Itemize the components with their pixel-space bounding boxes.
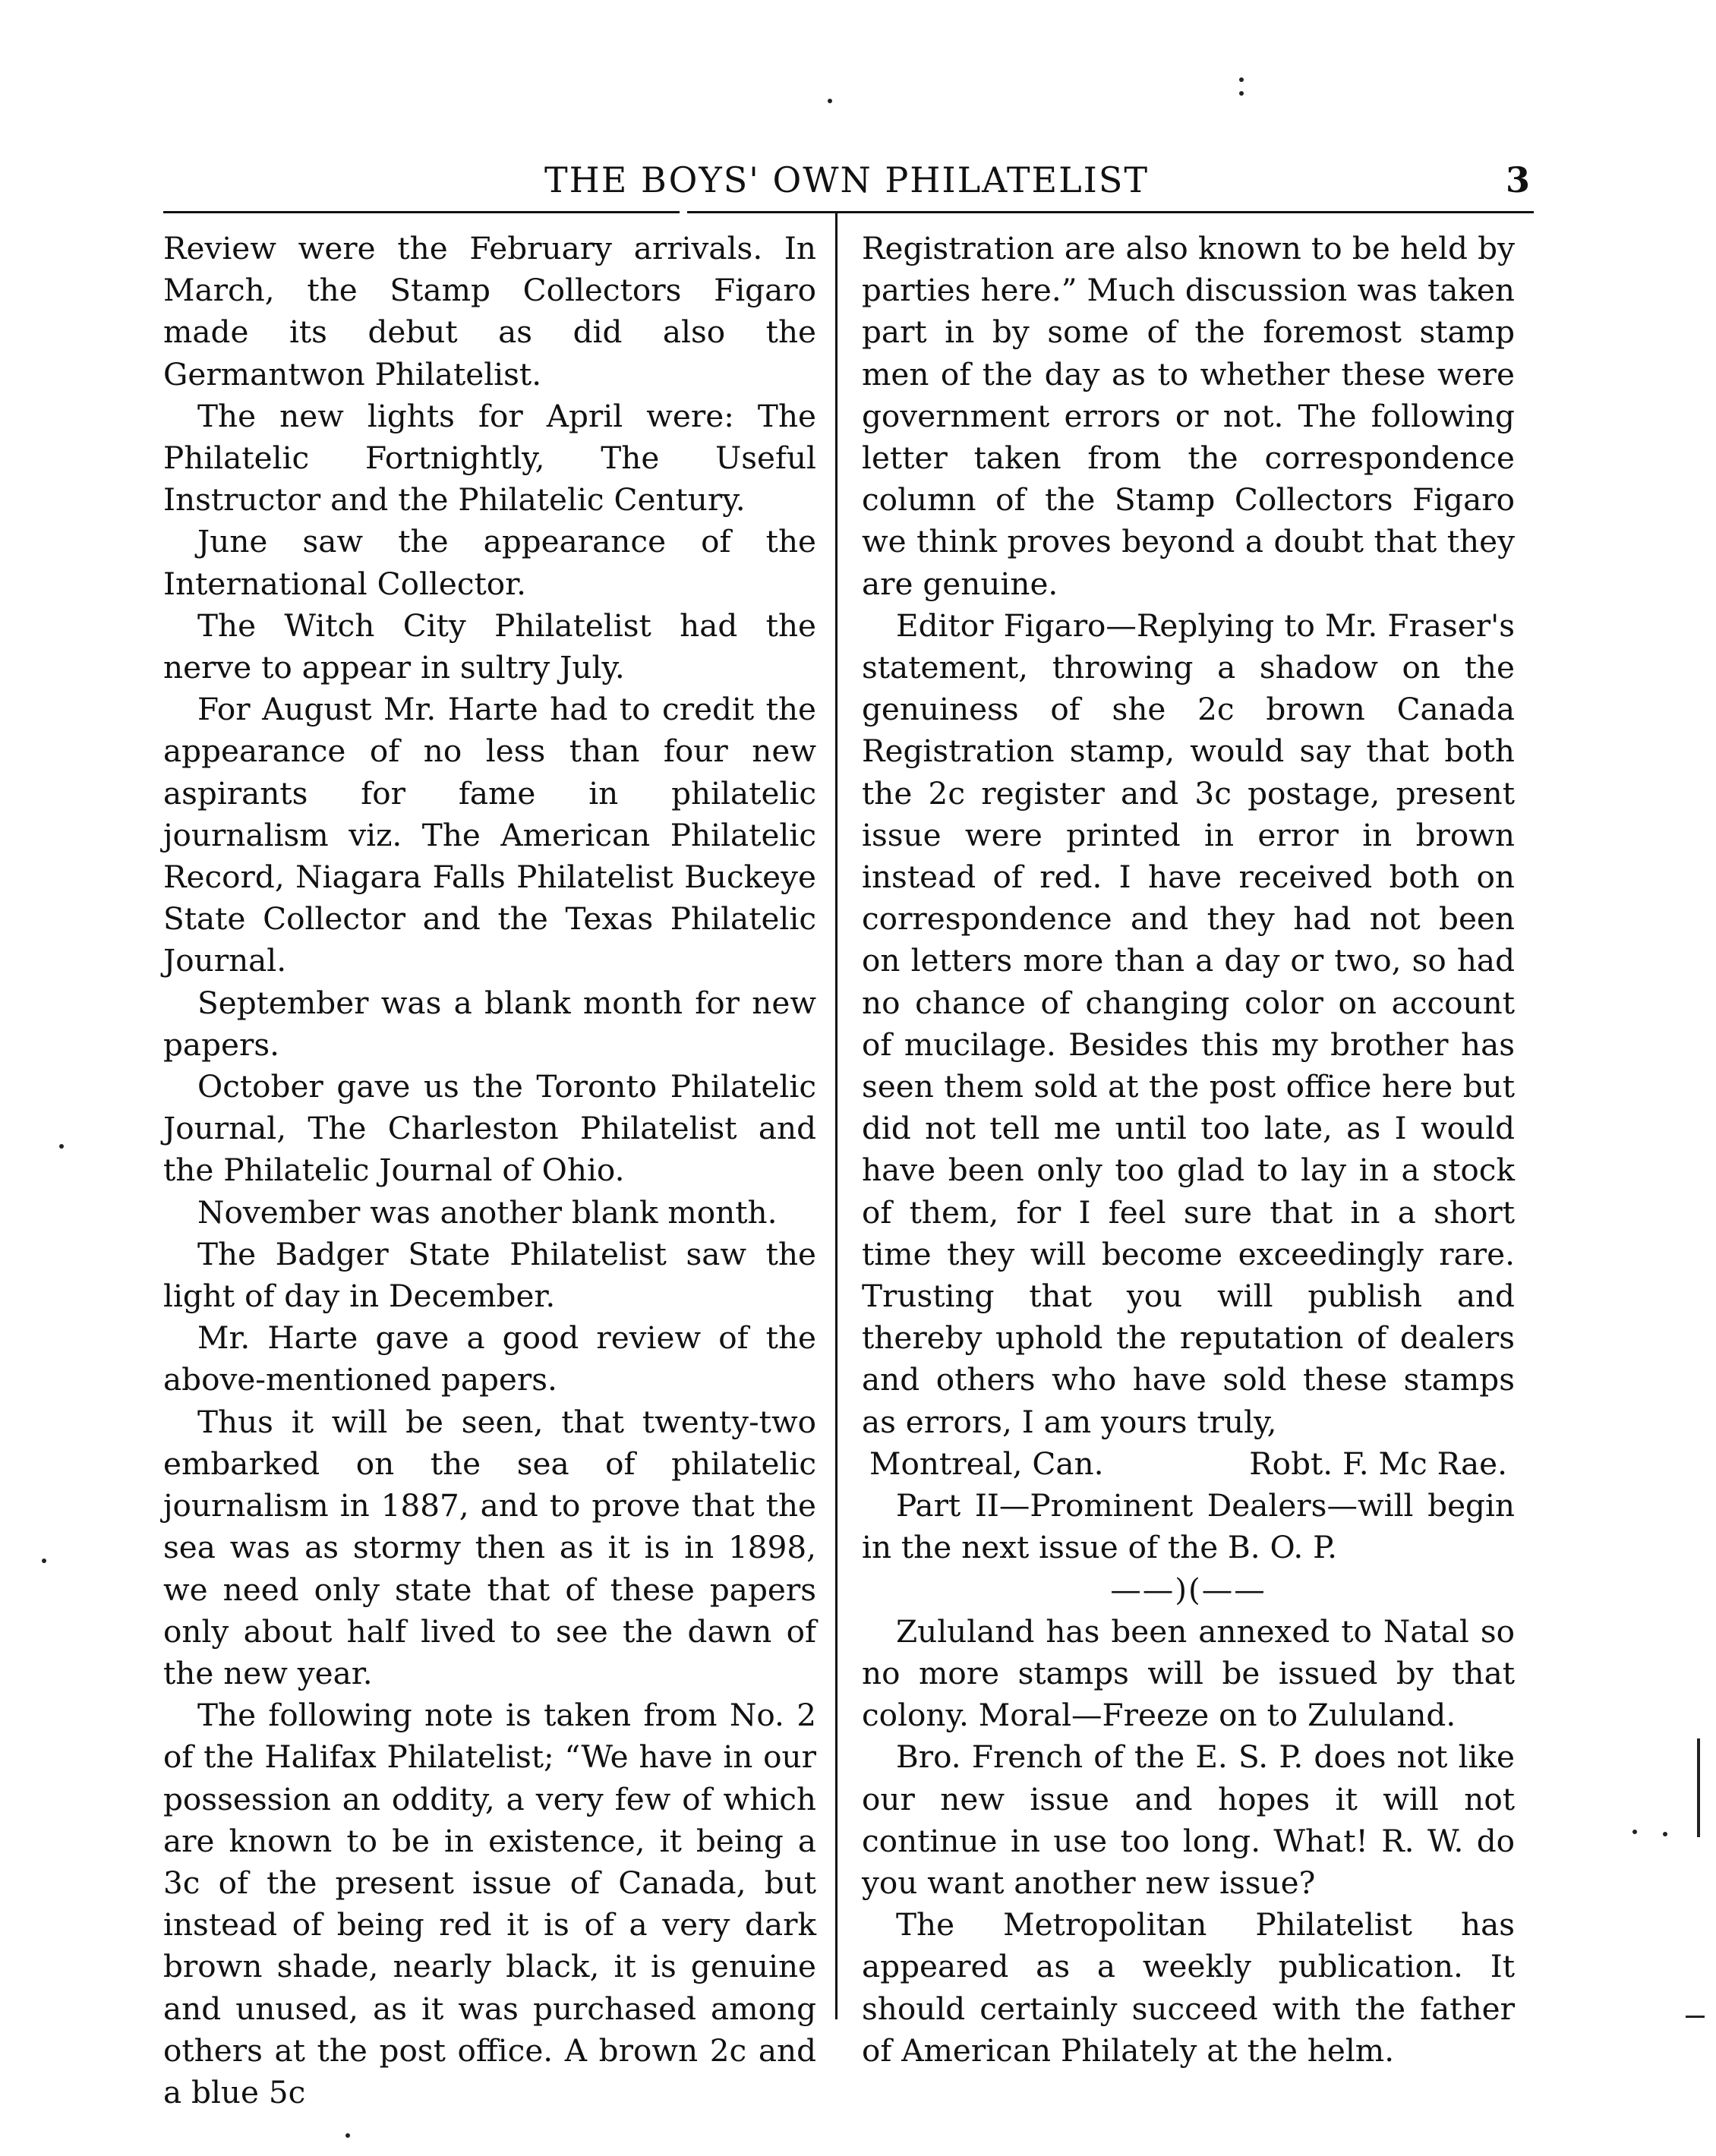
paragraph-november: November was another blank month. [197, 1193, 778, 1231]
scan-speck [42, 1559, 46, 1563]
signoff-name: Robt. F. Mc Rae. [1249, 1445, 1507, 1482]
scan-speck [828, 99, 832, 103]
paragraph-halifax-note: The following note is taken from No. 2 of the Halifax Philatelist; “We have in our possession an oddity, a very few of which are known to be in existence, it being a 3c of the present issue of Canada, but instead of being red it is of a very dark brown shade, nearly black, it is genuine and unused, as it was purchased among others at the post office. A brown 2c and a blue 5c [163, 1697, 816, 2110]
column-divider [835, 213, 837, 2019]
right-column [862, 228, 1515, 2072]
scan-speck [345, 2133, 350, 2138]
paragraph-letter: Editor Figaro—Replying to Mr. Fraser's statement, throwing a shadow on the genuiness of she 2c brown Canada Registration stamp, would say that both the 2c register and 3c postage, present issue were printed in error in brown instead of red. I have received both on correspondence and they had not been on letters more than a day or two, so had no chance of changing color on account of mucilage. Besides this my brother has seen them sold at the post office here but did not tell me until too late, as I would have been only too glad to lay in a stock of them, for I feel sure that in a short time they will become exceedingly rare. Trusting that you will publish and thereby uphold the reputation of dealers and others who have sold these stamps as errors, I am yours truly, [862, 607, 1515, 1440]
scan-speck [1632, 1830, 1637, 1834]
paragraph-august: For August Mr. Harte had to credit the appearance of no less than four new aspirants for fame in philatelic journalism viz. The American Philatelic Record, Niagara Falls Philatelist Buckeye State Collector and the Texas Philatelic Journal. [163, 691, 816, 979]
paragraph-june: June saw the appearance of the International Collector. [163, 523, 816, 602]
running-title: THE BOYS' OWN PHILATELIST [544, 159, 1150, 200]
paragraph-october: October gave us the Toronto Philatelic Journal, The Charleston Philatelist and the Philatelic Journal of Ohio. [163, 1068, 816, 1189]
scan-speck [1239, 91, 1244, 96]
scan-edge-mark [1686, 2016, 1705, 2018]
paragraph-metropolitan: The Metropolitan Philatelist has appeared as a weekly publication. It should certainly succeed with the father of American Philately at the helm. [862, 1906, 1515, 2069]
paragraph-part-two: Part II—Prominent Dealers—will begin in the next issue of the B. O. P. [862, 1487, 1515, 1566]
paragraph-review: Mr. Harte gave a good review of the above-mentioned papers. [163, 1319, 816, 1398]
scan-speck [1663, 1832, 1667, 1836]
scan-speck [1239, 77, 1244, 82]
page-number: 3 [1505, 159, 1530, 200]
paragraph-twenty-two: Thus it will be seen, that twenty-two embarked on the sea of philatelic journalism in 1887, and to prove that the sea was as stormy then as it is in 1898, we need only state that of these papers only about half lived to see the dawn of the new year. [163, 1403, 816, 1691]
letter-signoff [862, 1443, 1515, 1485]
paragraph-april: The new lights for April were: The Philatelic Fortnightly, The Useful Instructor and the Philatelic Century. [163, 397, 816, 519]
paragraph-arrivals: Review were the February arrivals. In March, the Stamp Collectors Figaro made its debut as did also the Germantwon Philatelist. [163, 230, 816, 392]
paragraph-july: The Witch City Philatelist had the nerve to appear in sultry July. [163, 607, 816, 686]
paragraph-september: September was a blank month for new papers. [163, 984, 816, 1063]
scan-edge-mark [1697, 1738, 1700, 1837]
paragraph-zululand: Zululand has been annexed to Natal so no more stamps will be issued by that colony. Moral—Freeze on to Zululand. [862, 1612, 1515, 1734]
paragraph-french: Bro. French of the E. S. P. does not like our new issue and hopes it will not continue in use too long. What! R. W. do you want another new issue? [862, 1738, 1515, 1901]
paragraph-registration: Registration are also known to be held by parties here.” Much discussion was taken part in by some of the foremost stamp men of the day as to whether these were government errors or not. The following letter taken from the correspondence column of the Stamp Collectors Figaro we think proves beyond a doubt that they are genuine. [862, 230, 1515, 602]
paragraph-december: The Badger State Philatelist saw the light of day in December. [163, 1235, 816, 1315]
signoff-place: Montreal, Can. [869, 1445, 1104, 1482]
left-column [163, 228, 816, 2113]
header-rule-left [163, 211, 680, 213]
header-rule-right [687, 211, 1534, 213]
section-ornament: ——)(—— [1110, 1571, 1266, 1608]
scan-speck [59, 1144, 64, 1149]
page-header [163, 159, 1530, 205]
